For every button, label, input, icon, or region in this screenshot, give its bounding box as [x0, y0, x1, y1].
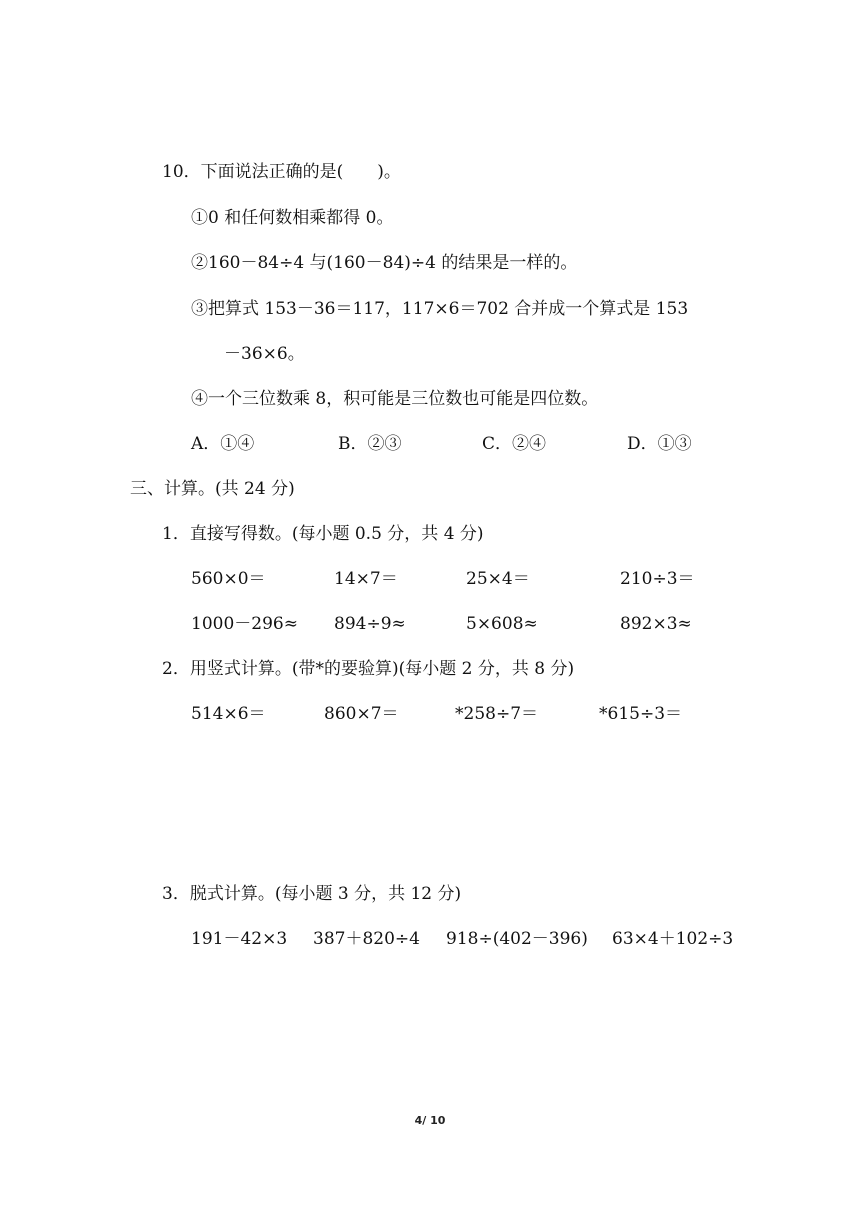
vertical-calc-item: 514×6＝: [191, 704, 266, 724]
part-1-title: 1．直接写得数。(每小题 0.5 分，共 4 分): [162, 524, 484, 544]
oral-calc-item: 25×4＝: [466, 569, 530, 589]
estimate-item: 894÷9≈: [334, 614, 406, 634]
part-3-title: 3．脱式计算。(每小题 3 分，共 12 分): [162, 884, 462, 904]
question-10-statement-3: ③把算式 153－36＝117，117×6＝702 合并成一个算式是 153: [191, 299, 689, 319]
oral-calc-item: 560×0＝: [191, 569, 266, 589]
stepwise-calc-item: 918÷(402－396): [446, 929, 588, 949]
question-10-statement-3-continued: －36×6。: [224, 344, 305, 364]
oral-calc-item: 14×7＝: [334, 569, 398, 589]
option-a: A．①④: [191, 434, 255, 454]
estimate-item: 5×608≈: [466, 614, 538, 634]
stepwise-calc-item: 191－42×3: [191, 929, 288, 949]
page-number: 4/ 10: [414, 1114, 446, 1127]
vertical-calc-item: *258÷7＝: [455, 704, 539, 724]
question-10-statement-2: ②160－84÷4 与(160－84)÷4 的结果是一样的。: [191, 253, 578, 273]
estimate-item: 892×3≈: [620, 614, 692, 634]
vertical-calc-item: *615÷3＝: [599, 704, 683, 724]
option-b: B．②③: [338, 434, 402, 454]
stepwise-calc-item: 387＋820÷4: [313, 929, 420, 949]
estimate-item: 1000－296≈: [191, 614, 298, 634]
stepwise-calc-item: 63×4＋102÷3: [612, 929, 734, 949]
question-10-statement-4: ④一个三位数乘 8，积可能是三位数也可能是四位数。: [191, 389, 599, 409]
section-3-title: 三、计算。(共 24 分): [130, 479, 295, 499]
question-10-stem: 10．下面说法正确的是( )。: [162, 162, 401, 182]
option-d: D．①③: [627, 434, 692, 454]
question-10-statement-1: ①0 和任何数相乘都得 0。: [191, 208, 394, 228]
oral-calc-item: 210÷3＝: [620, 569, 695, 589]
part-2-title: 2．用竖式计算。(带*的要验算)(每小题 2 分，共 8 分): [162, 659, 575, 679]
vertical-calc-item: 860×7＝: [324, 704, 399, 724]
option-c: C．②④: [482, 434, 547, 454]
